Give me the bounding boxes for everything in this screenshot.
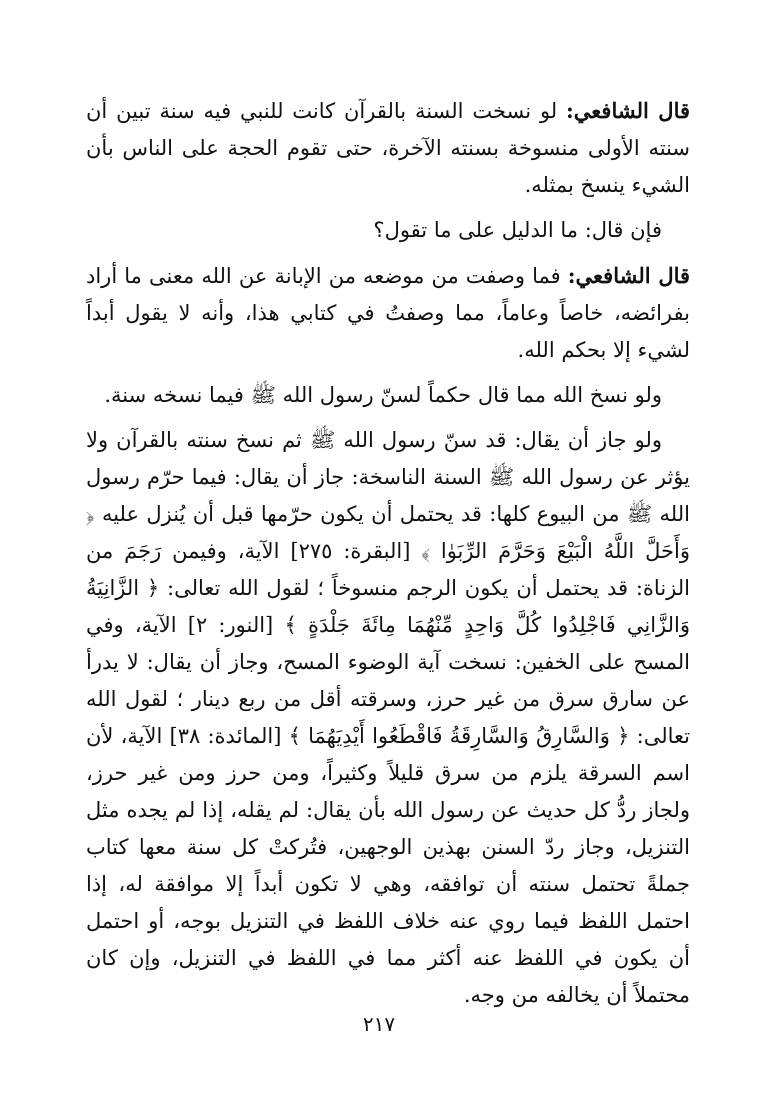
paragraph-shafii-1	[86, 92, 690, 204]
paragraph-text: فما وصفت من موضعه من الإبانة عن الله معنى ما أراد بفرائضه، خاصاً وعاماً، مما وصفتُ في كتابي هذا، وأنه لا يقول أبداً لشيء إلا بحكم الله.	[86, 264, 690, 362]
paragraph-text: فإن قال: ما الدليل على ما تقول؟	[373, 218, 662, 242]
paragraph-shafii-2	[86, 257, 690, 369]
paragraph-text: ولو نسخ الله مما قال حكماً لسنّ رسول الله ﷺ فيما نسخه سنة.	[104, 383, 662, 407]
page-body	[86, 92, 690, 1022]
paragraph-text: لو نسخت السنة بالقرآن كانت للنبي فيه سنة تبين أن سنته الأولى منسوخة بسنته الآخرة، حتى تقوم الحجة على الناس بأن الشيء ينسخ بمثله.	[86, 99, 690, 197]
paragraph-text: ولو جاز أن يقال: قد سنّ رسول الله ﷺ ثم نسخ سنته بالقرآن ولا يؤثر عن رسول الله ﷺ السنة الناسخة: جاز أن يقال: فيما حرّم رسول الله ﷺ من البيوع كلها: قد يحتمل أن يكون حرّمها قبل أن يُنزل عليه ﴿ وَأَحَلَّ اللَّهُ الْبَيْعَ وَحَرَّمَ الرِّبَوٰا ﴾ [البقرة: ٢٧٥] الآية، وفيمن رَجَمَ من الزناة: قد يحتمل أن يكون الرجم منسوخاً ؛ لقول الله تعالى: ﴿ الزَّانِيَةُ وَالزَّانِي فَاجْلِدُوا كُلَّ وَاحِدٍ مِّنْهُمَا مِائَةَ جَلْدَةٍ ﴾ [النور: ٢] الآية، وفي المسح على الخفين: نسخت آية الوضوء المسح، وجاز أن يقال: لا يدرأ عن سارق سرق من غير حرز، وسرقته أقل من ربع دينار ؛ لقول الله تعالى: ﴿ وَالسَّارِقُ وَالسَّارِقَةُ فَاقْطَعُوا أَيْدِيَهُمَا ﴾ [المائدة: ٣٨] الآية، لأن اسم السرقة يلزم من سرق قليلاً وكثيراً، ومن حرز ومن غير حرز، ولجاز ردُّ كل حديث عن رسول الله بأن يقال: لم يقله، إذا لم يجده مثل التنزيل، وجاز ردّ السنن بهذين الوجهين، فتُركتْ كل سنة معها كتاب جملةً تحتمل سنته أن توافقه، وهي لا تكون أبداً إلا موافقة له، إذا احتمل اللفظ فيما روي عنه خلاف اللفظ في التنزيل بوجه، أو احتمل أن يكون في اللفظ عنه أكثر مما في اللفظ في التنزيل، وإن كان محتملاً أن يخالفه من وجه.	[86, 428, 691, 1007]
page-number: ٢١٧	[362, 1012, 396, 1036]
paragraph-argument	[86, 422, 690, 1014]
paragraph-question	[86, 212, 690, 249]
speaker-label: قال الشافعي:	[567, 263, 691, 288]
speaker-label: قال الشافعي:	[566, 98, 691, 123]
paragraph-abrogation	[86, 377, 690, 414]
